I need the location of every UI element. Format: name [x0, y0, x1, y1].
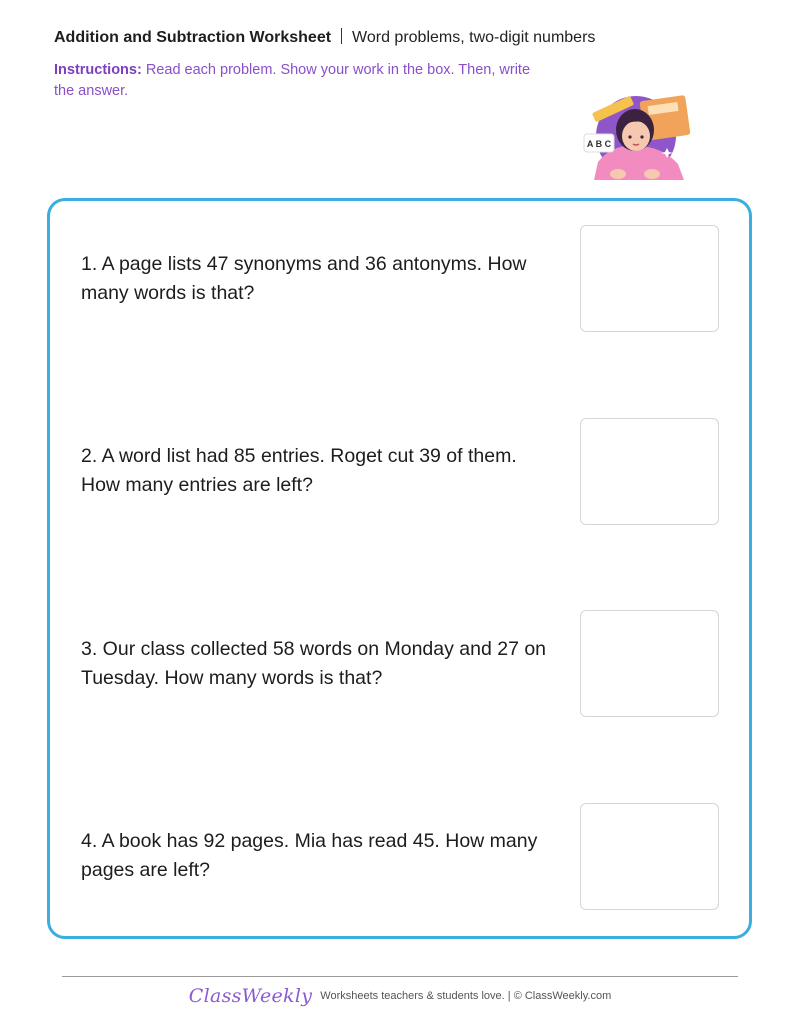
instructions-text: Read each problem. Show your work in the box. Then, write the answer.	[54, 62, 531, 99]
girl-studying-illustration	[582, 92, 692, 184]
problem-1-text: 1. A page lists 47 synonyms and 36 antonyms. How many words is that?	[81, 253, 527, 304]
worksheet-title: Addition and Subtraction Worksheet	[54, 29, 332, 46]
brand-logo: ClassWeekly	[188, 985, 313, 1007]
problem-4-text: 4. A book has 92 pages. Mia has read 45. How many pages are left?	[81, 830, 538, 881]
problem-2-text: 2. A word list had 85 entries. Roget cut 39 of them. How many entries are left?	[81, 445, 517, 496]
footer-tagline: Worksheets teachers & students love. | © ClassWeekly.com	[320, 990, 612, 1002]
title-divider	[341, 28, 342, 44]
footer-divider	[62, 976, 738, 977]
answer-box-3[interactable]	[580, 610, 719, 717]
answer-box-2[interactable]	[580, 418, 719, 525]
worksheet-header	[54, 28, 595, 48]
instructions-label: Instructions:	[54, 62, 142, 78]
footer	[0, 985, 800, 1007]
problem-3-text: 3. Our class collected 58 words on Monday and 27 on Tuesday. How many words is that?	[81, 638, 547, 689]
abc-block-text: A B C	[586, 139, 612, 149]
answer-box-4[interactable]	[580, 803, 719, 910]
worksheet-subtitle: Word problems, two-digit numbers	[352, 29, 596, 46]
instructions	[54, 60, 544, 102]
answer-box-1[interactable]	[580, 225, 719, 332]
